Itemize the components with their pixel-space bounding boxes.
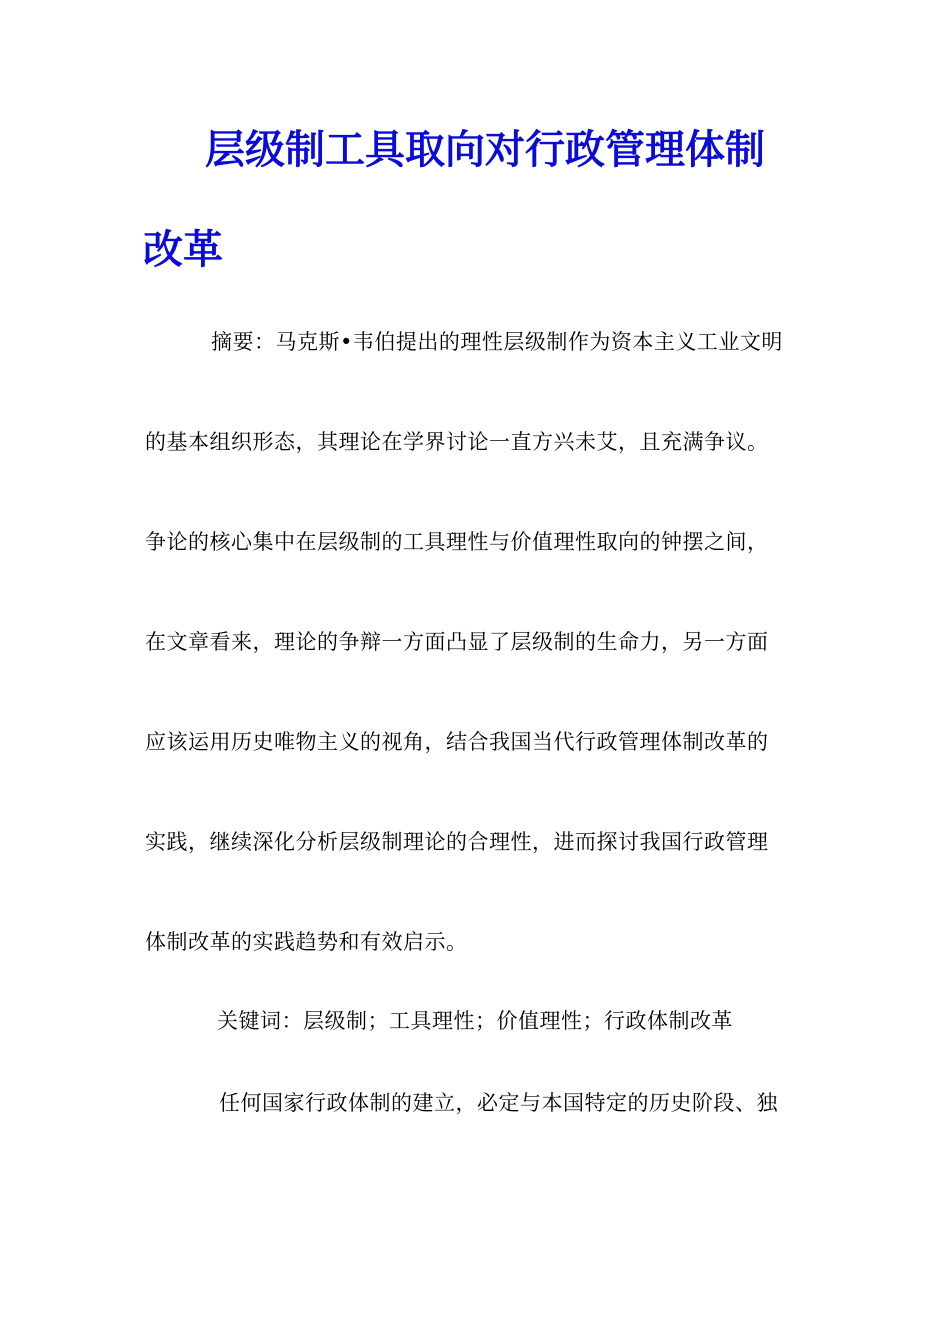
abstract-line: 的基本组织形态，其理论在学界讨论一直方兴未艾，且充满争议。 bbox=[145, 430, 769, 454]
document-title-line-2: 改革 bbox=[143, 227, 223, 273]
abstract-line: 在文章看来，理论的争辩一方面凸显了层级制的生命力，另一方面 bbox=[145, 630, 769, 654]
keywords-line: 关键词：层级制；工具理性；价值理性；行政体制改革 bbox=[217, 1009, 733, 1033]
document-title-line-1: 层级制工具取向对行政管理体制 bbox=[205, 127, 765, 173]
abstract-line: 摘要：马克斯•韦伯提出的理性层级制作为资本主义工业文明 bbox=[211, 330, 783, 354]
abstract-line: 体制改革的实践趋势和有效启示。 bbox=[145, 930, 468, 954]
abstract-line: 争论的核心集中在层级制的工具理性与价值理性取向的钟摆之间， bbox=[145, 530, 769, 554]
body-paragraph-line: 任何国家行政体制的建立，必定与本国特定的历史阶段、独 bbox=[219, 1091, 778, 1115]
abstract-line: 应该运用历史唯物主义的视角，结合我国当代行政管理体制改革的 bbox=[145, 730, 769, 754]
abstract-line: 实践，继续深化分析层级制理论的合理性，进而探讨我国行政管理 bbox=[145, 830, 769, 854]
